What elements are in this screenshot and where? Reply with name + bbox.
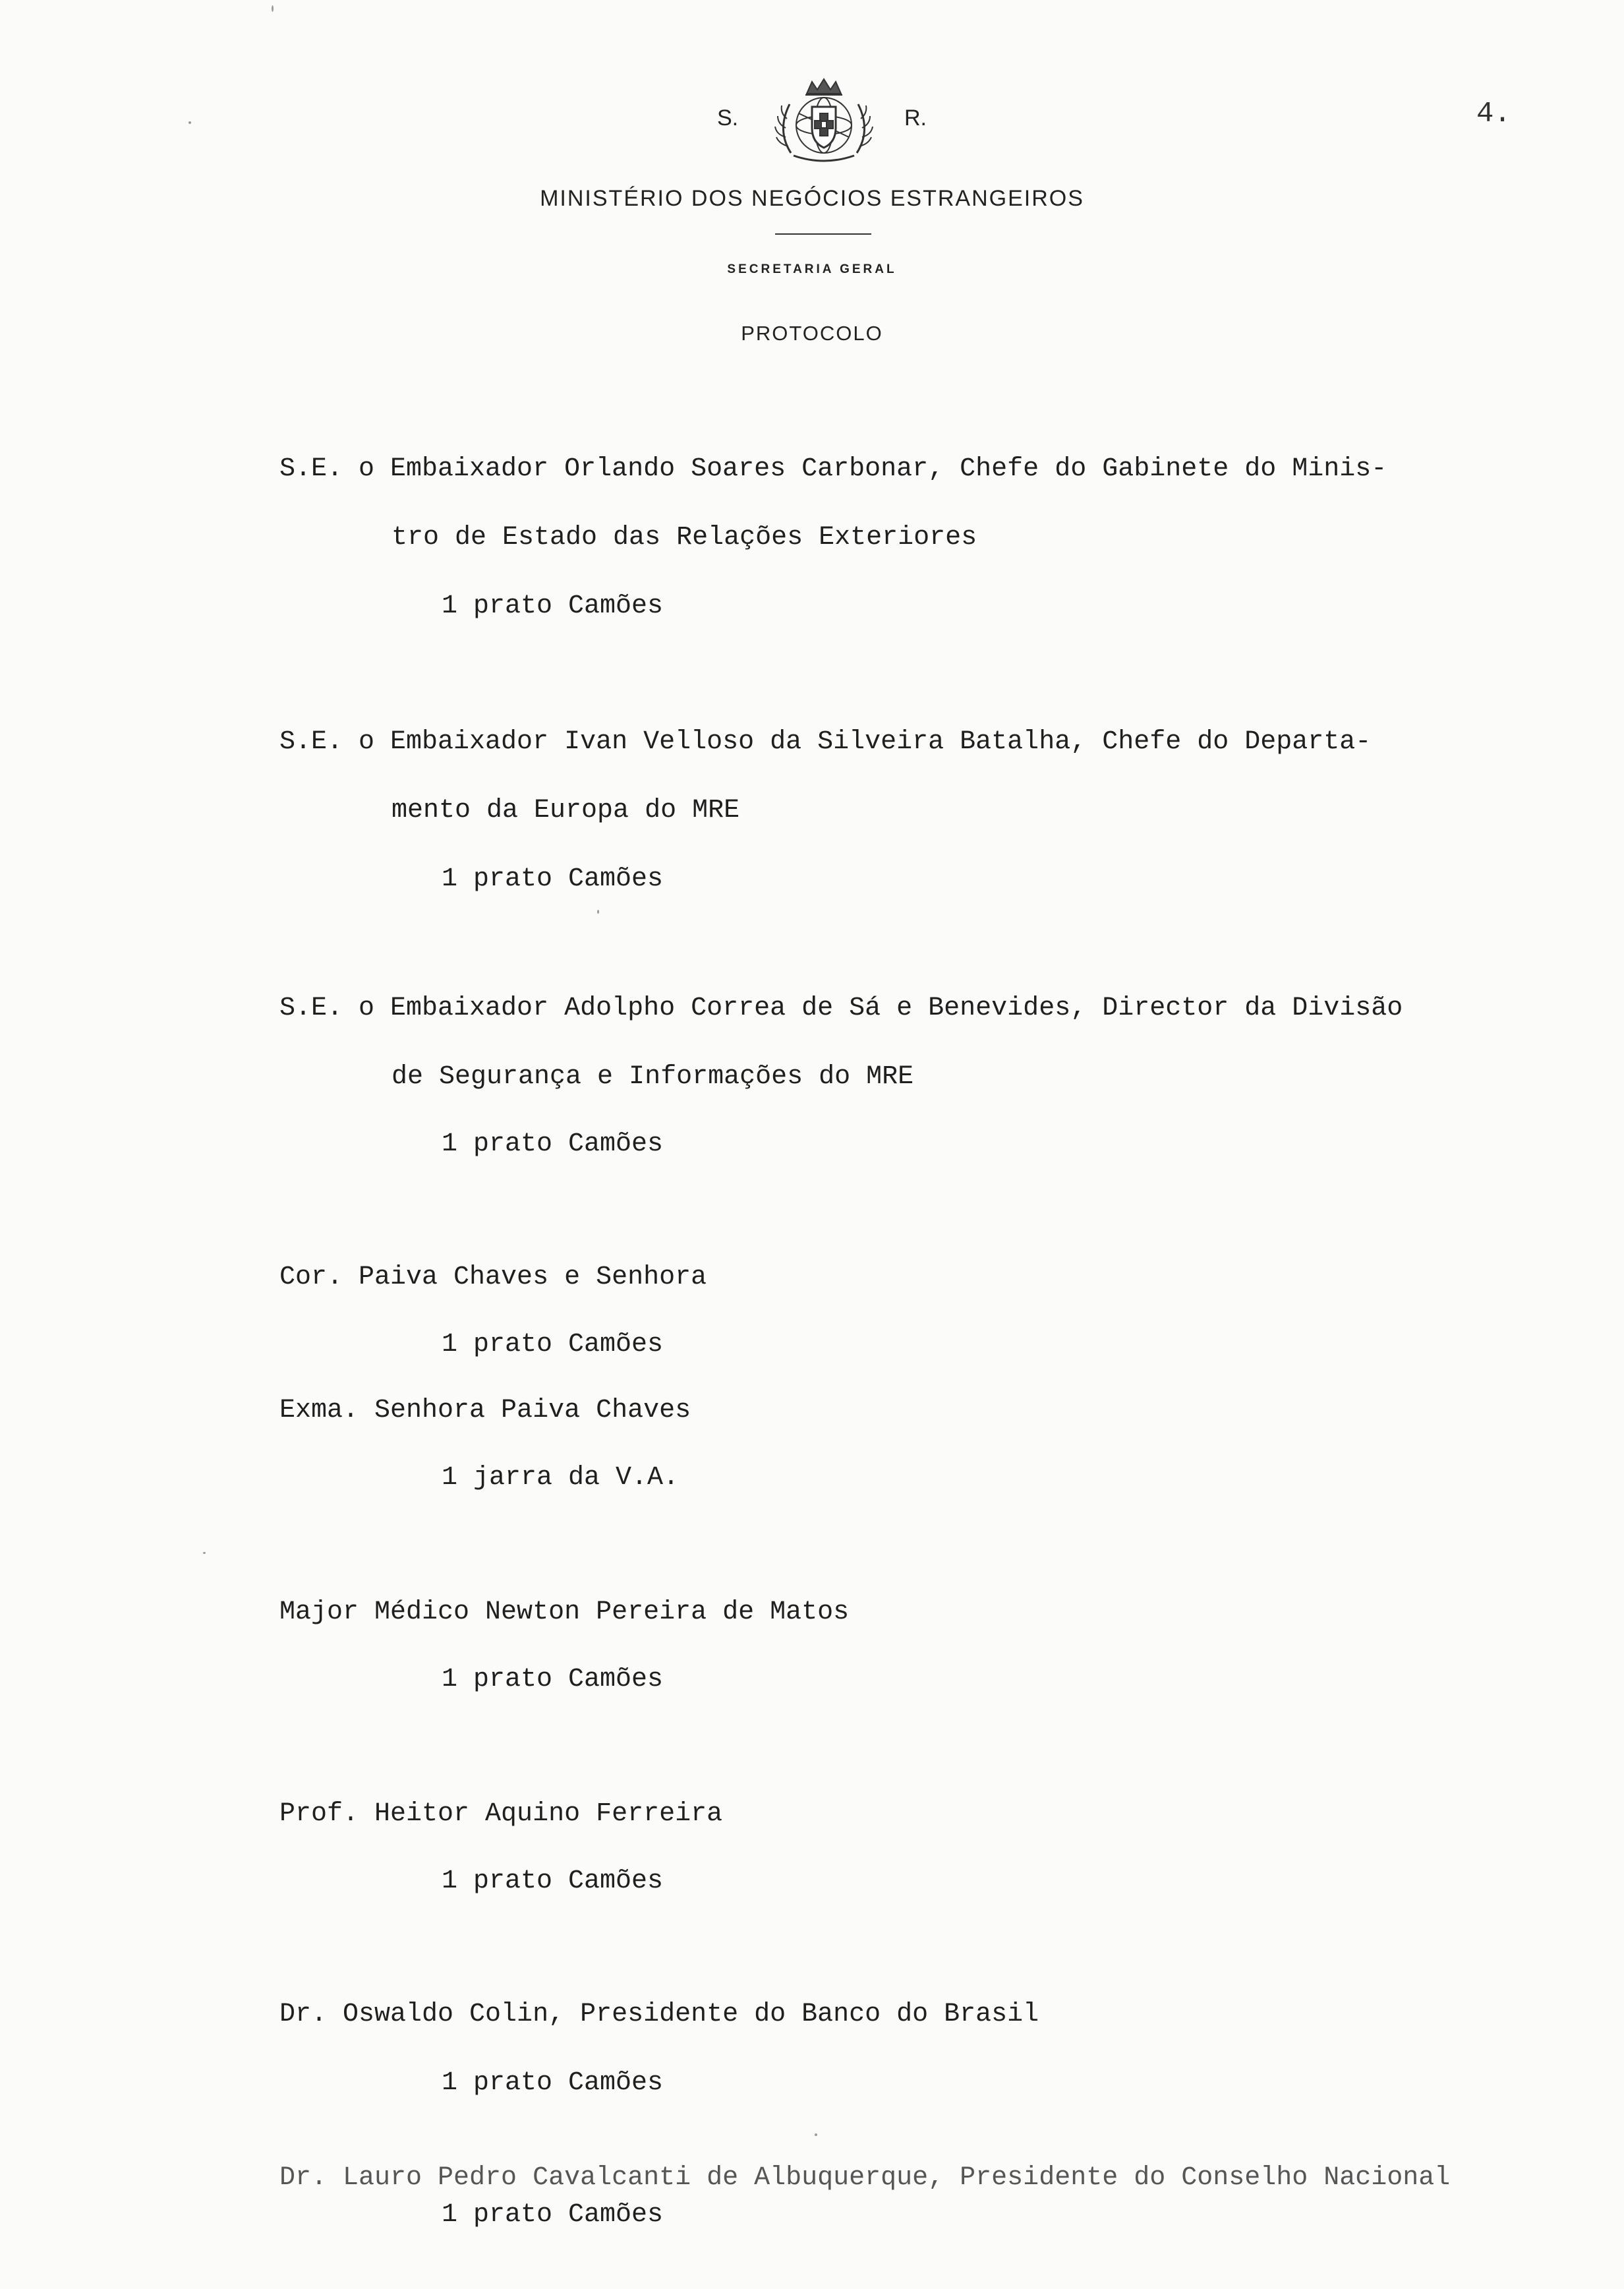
coat-of-arms-icon: [765, 74, 883, 166]
scan-speck: [272, 5, 274, 12]
gift-line: 1 prato Camões: [442, 1866, 664, 1896]
scan-speck: [188, 121, 191, 124]
gift-line: 1 prato Camões: [442, 1665, 664, 1694]
recipient-line: Dr. Lauro Pedro Cavalcanti de Albuquerque, Presidente do Conselho Nacional: [279, 2163, 1451, 2193]
ministry-heading: MINISTÉRIO DOS NEGÓCIOS ESTRANGEIROS: [540, 186, 1084, 211]
secretaria-heading: SECRETARIA GERAL: [727, 262, 897, 276]
gift-line: 1 prato Camões: [442, 2200, 664, 2230]
recipient-line: S.E. o Embaixador Orlando Soares Carbonar, Chefe do Gabinete do Minis-: [279, 454, 1387, 484]
gift-line: 1 jarra da V.A.: [442, 1463, 680, 1493]
page-number: 4.: [1476, 98, 1511, 131]
recipient-line: tro de Estado das Relações Exteriores: [392, 523, 977, 552]
recipient-line: Cor. Paiva Chaves e Senhora: [279, 1263, 707, 1292]
scan-speck: [597, 910, 599, 914]
scan-speck: [203, 1552, 206, 1554]
recipient-line: S.E. o Embaixador Ivan Velloso da Silveira Batalha, Chefe do Departa-: [279, 727, 1372, 757]
gift-line: 1 prato Camões: [442, 591, 664, 621]
gift-line: 1 prato Camões: [442, 1330, 664, 1359]
letterhead-divider: [775, 233, 871, 235]
scan-speck: [815, 2133, 817, 2136]
recipient-line: mento da Europa do MRE: [392, 796, 740, 825]
gift-line: 1 prato Camões: [442, 2068, 664, 2098]
recipient-line: Dr. Oswaldo Colin, Presidente do Banco do Brasil: [279, 2000, 1039, 2029]
recipient-line: Major Médico Newton Pereira de Matos: [279, 1597, 850, 1627]
gift-line: 1 prato Camões: [442, 864, 664, 894]
recipient-line: Prof. Heitor Aquino Ferreira: [279, 1799, 723, 1829]
letterhead-right-initial: R.: [904, 105, 927, 131]
department-heading: PROTOCOLO: [741, 322, 883, 345]
recipient-line: Exma. Senhora Paiva Chaves: [279, 1396, 691, 1425]
gift-line: 1 prato Camões: [442, 1129, 664, 1159]
letterhead-left-initial: S.: [717, 105, 739, 131]
recipient-line: de Segurança e Informações do MRE: [392, 1062, 914, 1092]
recipient-line: S.E. o Embaixador Adolpho Correa de Sá e Benevides, Director da Divisão: [279, 994, 1403, 1023]
